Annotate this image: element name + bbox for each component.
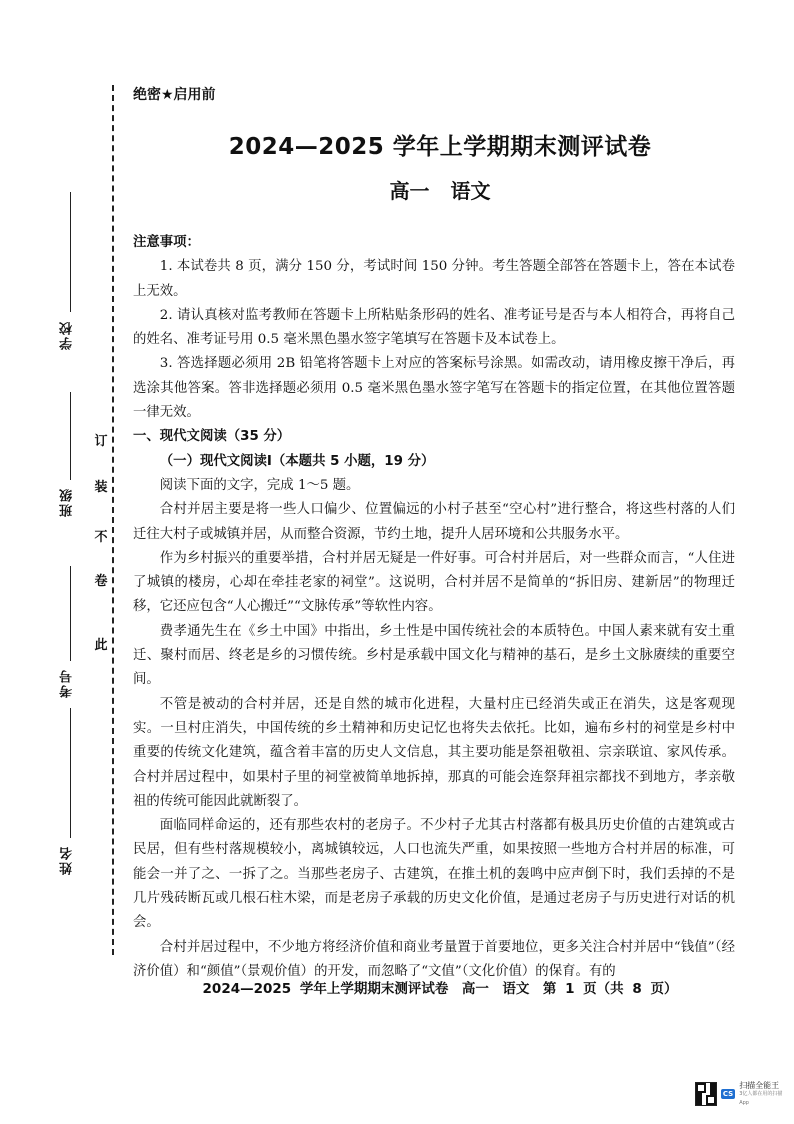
binding-dashed-line [112,85,114,955]
reading-instruction: 阅读下面的文字，完成 1～5 题。 [159,477,360,493]
seal-char-1: 此 [94,638,108,653]
seal-char-2: 卷 [94,574,108,589]
passage-paragraph-1: 合村并居主要是将一些人口偏少、位置偏远的小村子甚至“空心村”进行整合，将这些村落的人们迁往大村子或城镇并居，从而整合资源，节约土地，提升人居环境和公共服务水平。 [133,502,735,542]
exam-number-field-label: 考号 [60,668,75,698]
cs-badge-icon: CS [722,1090,734,1098]
passage-paragraph-5: 面临同样命运的，还有那些农村的老房子。不少村子尤其古村落都有极具历史价值的古建筑或古民居，但有些村落规模较小，离城镇较远，人口也流失严重，如果按照一些地方合村并居的标准，可能会一并了之、一拆了之。当那些老房子、古建筑，在推土机的轰鸣中应声倒下时，我们丢掉的不是几片残砖断瓦或几根石柱木梁，而是老房子承载的历史文化价值，是通过老房子与历史进行对话的机会。 [133,818,735,931]
scanner-watermark [695,1081,787,1107]
passage-paragraph-2: 作为乡村振兴的重要举措，合村并居无疑是一件好事。可合村并居后，对一些群众而言，“人住进了城镇的楼房，心却在牵挂老家的祠堂”。这说明，合村并居不是简单的“拆旧房、建新居”的物理迁移，它还应包含“人心搬迁”“文脉传承”等软性内容。 [133,550,735,615]
passage-paragraph-3: 费孝通先生在《乡土中国》中指出，乡土性是中国传统社会的本质特色。中国人素来就有安土重迁、聚村而居、终老是乡的习惯传统。乡村是承载中国文化与精神的基石，是乡土文脉赓续的重要空间。 [133,623,735,688]
notice-heading: 注意事项： [133,235,200,250]
passage-paragraph-4: 不管是被动的合村并居，还是自然的城市化进程，大量村庄已经消失或正在消失，这是客观现实。一旦村庄消失，中国传统的乡土精神和历史记忆也将失去依托。比如，遍布乡村的祠堂是乡村中重要的传统文化建筑，蕴含着丰富的历史人文信息，其主要功能是祭祖敬祖、宗亲联谊、家风传承。合村并居过程中，如果村子里的祠堂被简单地拆掉，那真的可能会连祭拜祖宗都找不到地方，孝亲敬祖的传统可能因此就断裂了。 [133,696,735,809]
exam-number-field-line[interactable] [70,566,71,661]
exam-title: 2024—2025 学年上学期期末测评试卷 [228,134,652,160]
notice-item-1: 1. 本试卷共 8 页，满分 150 分，考试时间 150 分钟。考生答题全部答在答题卡上，答在本试卷上无效。 [133,259,735,299]
page-footer: 2024—2025 学年上学期期末测评试卷 高一 语文 第 1 页（共 8 页） [202,981,678,997]
qr-code-icon [695,1082,717,1106]
scanner-app-sub: 3亿人都在用的扫描App [739,1090,783,1106]
school-field-label: 学校 [60,320,75,350]
scanner-app-name: 扫描全能王 [739,1080,780,1090]
secret-mark: 绝密★启用前 [133,87,216,103]
class-field-label: 班级 [60,487,75,517]
seal-char-5: 订 [94,434,108,449]
name-field-label: 姓名 [60,845,75,875]
scanner-text [739,1081,787,1108]
passage-paragraph-6: 合村并居过程中，不少地方将经济价值和商业考量置于首要地位，更多关注合村并居中“钱值”（经济价值）和“颜值”（景观价值）的开发，而忽略了“文值”（文化价值）的保育。有的 [133,939,735,979]
section-subheading: （一）现代文阅读Ⅰ（本题共 5 小题，19 分） [159,453,435,469]
notice-item-2: 2. 请认真核对监考教师在答题卡上所粘贴条形码的姓名、准考证号是否与本人相符合，再将自己的姓名、准考证号用 0.5 毫米黑色墨水签字笔填写在答题卡及本试卷上。 [133,307,735,348]
exam-subtitle: 高一 语文 [389,179,491,203]
seal-char-3: 不 [94,530,108,545]
school-field-line[interactable] [70,192,71,312]
notice-item-3: 3. 答选择题必须用 2B 铅笔将答题卡上对应的答案标号涂黑。如需改动，请用橡皮擦干净后，再选涂其他答案。答非选择题必须用 0.5 毫米黑色墨水签字笔写在答题卡的指定位置，在其他位置答题一律无效。 [133,356,735,421]
seal-char-4: 装 [94,480,108,495]
class-field-line[interactable] [70,392,71,480]
name-field-line[interactable] [70,708,71,838]
section-heading: 一、现代文阅读（35 分） [133,429,291,445]
exam-content [133,231,735,984]
